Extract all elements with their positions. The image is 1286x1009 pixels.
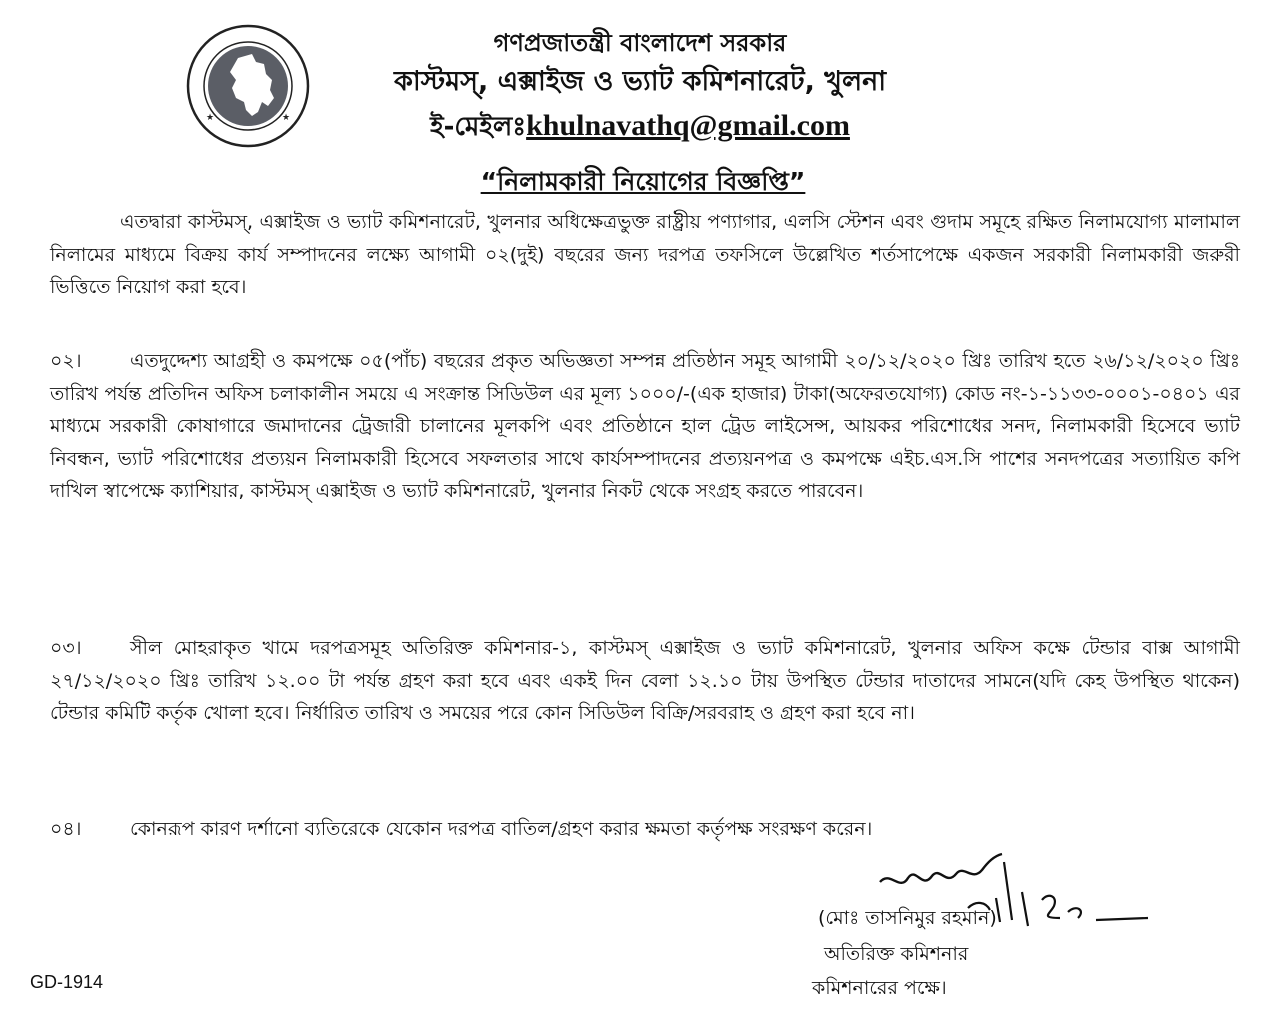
- letterhead: [330, 26, 950, 149]
- paragraph-number: ০২।: [50, 350, 82, 372]
- email-line: [330, 104, 950, 149]
- email-address: khulnavathq@gmail.com: [526, 109, 850, 142]
- bangladesh-map-seal-icon: [186, 24, 310, 148]
- paragraph-number: ০৪।: [50, 818, 82, 840]
- email-label: ই-মেইলঃ: [430, 112, 527, 142]
- notice-code: GD-1914: [30, 972, 104, 992]
- paragraph-number: ০৩।: [50, 637, 82, 659]
- government-name: গণপ্রজাতন্ত্রী বাংলাদেশ সরকার: [493, 29, 787, 57]
- signatory-on-behalf: কমিশনারের পক্ষে।: [812, 977, 947, 999]
- paragraph-1: এতদ্বারা কাস্টমস্, এক্সাইজ ও ভ্যাট কমিশনারেট, খুলনার অধিক্ষেত্রভুক্ত রাষ্ট্রীয় পণ্যাগার, এলসি স্টেশন এবং গুদাম সমূহে রক্ষিত নিলামযোগ্য মালামাল নিলামের মাধ্যমে বিক্রয় কার্য সম্পাদনের লক্ষ্যে আগামী ০২(দুই) বছরের জন্য দরপত্র তফসিলে উল্লেখিত শর্তসাপেক্ষে একজন সরকারী নিলামকারী জরুরী ভিত্তিতে নিয়োগ করা হবে।: [50, 211, 1240, 298]
- signatory-name: (মোঃ তাসনিমুর রহমান): [818, 907, 997, 929]
- paragraph-text: এতদুদ্দেশ্য আগ্রহী ও কমপক্ষে ০৫(পাঁচ) বছরের প্রকৃত অভিজ্ঞতা সম্পন্ন প্রতিষ্ঠান সমূহ আগামী ২০/১২/২০২০ খ্রিঃ তারিখ হতে ২৬/১২/২০২০ খ্রিঃ তারিখ পর্যন্ত প্রতিদিন অফিস চলাকালীন সময়ে এ সংক্রান্ত সিডিউল এর মূল্য ১০০০/-(এক হাজার) টাকা(অফেরতযোগ্য) কোড নং-১-১১৩৩-০০০১-০৪০১ এর মাধ্যমে সরকারী কোষাগারে জমাদানের ট্রেজারী চালানের মূলকপি এবং প্রতিষ্ঠানে হাল ট্রেড লাইসেন্স, আয়কর পরিশোধের সনদ, নিলামকারী হিসেবে ভ্যাট নিবন্ধন, ভ্যাট পরিশোধের প্রত্যয়ন নিলামকারী হিসেবে সফলতার সাথে কার্যসম্পাদনের প্রত্যয়নপত্র ও কমপক্ষে এইচ.এস.সি পাশের সনদপত্রের সত্যায়িত কপি দাখিল স্বাপেক্ষে ক্যাশিয়ার, কাস্টমস্ এক্সাইজ ও ভ্যাট কমিশনারেট, খুলনার নিকট থেকে সংগ্রহ করতে পারবেন।: [50, 350, 1240, 502]
- svg-text:★: ★: [282, 113, 291, 123]
- paragraph-4: [50, 813, 1240, 846]
- office-name: কাস্টমস্, এক্সাইজ ও ভ্যাট কমিশনারেট, খুলনা: [393, 66, 887, 97]
- notice-title: “নিলামকারী নিয়োগের বিজ্ঞপ্তি”: [480, 167, 806, 196]
- svg-text:★: ★: [206, 113, 215, 123]
- paragraph-2: [50, 345, 1240, 508]
- paragraph-text: কোনরূপ কারণ দর্শানো ব্যতিরেকে যেকোন দরপত্র বাতিল/গ্রহণ করার ক্ষমতা কর্তৃপক্ষ সংরক্ষণ করেন।: [130, 818, 873, 840]
- paragraph-text: সীল মোহরাকৃত খামে দরপত্রসমূহ অতিরিক্ত কমিশনার-১, কাস্টমস্ এক্সাইজ ও ভ্যাট কমিশনারেট, খুলনার অফিস কক্ষে টেন্ডার বাক্স আগামী ২৭/১২/২০২০ খ্রিঃ তারিখ ১২.০০ টা পর্যন্ত গ্রহণ করা হবে এবং একই দিন বেলা ১২.১০ টায় উপস্থিত টেন্ডার দাতাদের সামনে(যদি কেহ উপস্থিত থাকেন) টেন্ডার কমিটি কর্তৃক খোলা হবে। নির্ধারিত তারিখ ও সময়ের পরে কোন সিডিউল বিক্রি/সরবরাহ ও গ্রহণ করা হবে না।: [50, 637, 1240, 724]
- paragraph-3: [50, 632, 1240, 730]
- signatory-designation: অতিরিক্ত কমিশনার: [824, 943, 969, 965]
